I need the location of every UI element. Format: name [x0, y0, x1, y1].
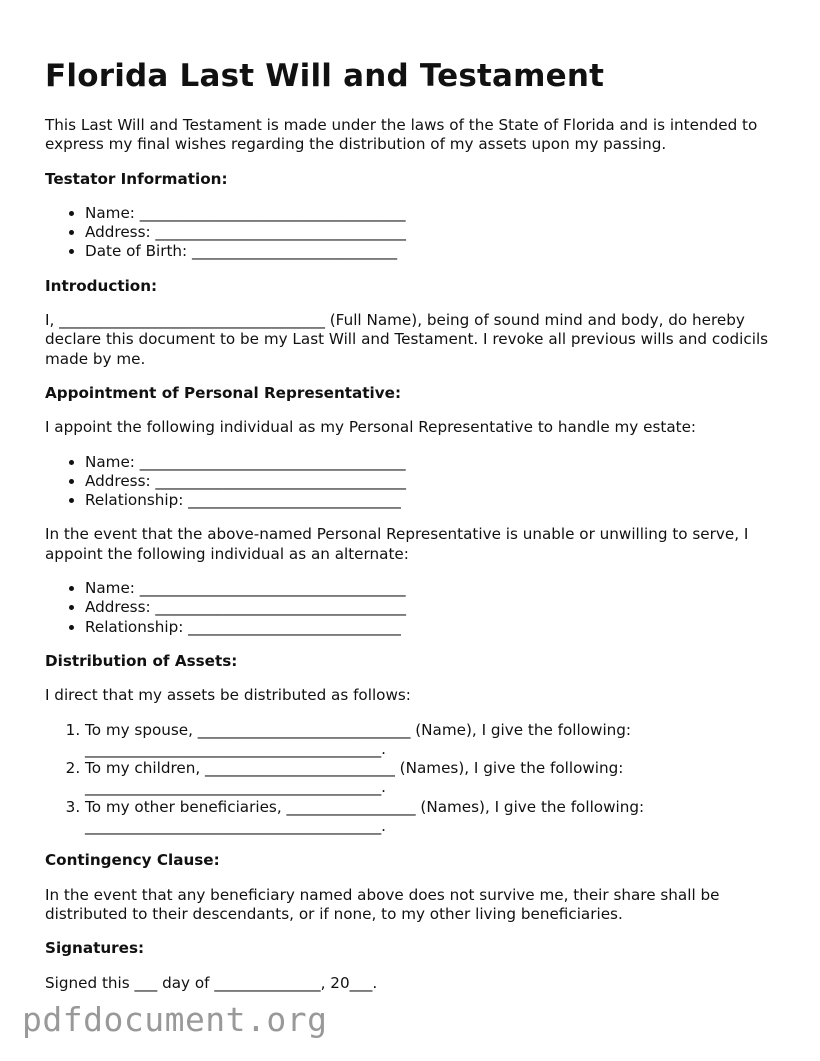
distribution-spouse: 1. To my spouse, ____________________________ (Name), I give the following: _______________________________________.: [85, 721, 785, 760]
personal-rep-list: [45, 453, 785, 511]
watermark: pdfdocument.org: [22, 1000, 328, 1039]
testator-name-field: • Name: ___________________________________: [85, 204, 785, 223]
distribution-children: 2. To my children, _________________________ (Names), I give the following: _______________________________________.: [85, 759, 785, 798]
distribution-list: [45, 721, 785, 837]
introduction-heading: Introduction:: [45, 276, 158, 295]
testator-list: [45, 204, 785, 262]
testator-address-field: • Address: _________________________________: [85, 223, 785, 242]
document-title: Florida Last Will and Testament: [45, 58, 605, 94]
contingency-text: In the event that any beneficiary named above does not survive me, their share shall be distributed to their descendants, or if none, to my other living beneficiaries.: [45, 885, 720, 923]
personal-rep-text: I appoint the following individual as my Personal Representative to handle my estate:: [45, 418, 697, 437]
rep-name-field: • Name: ___________________________________: [85, 453, 785, 472]
signatures-text: Signed this ___ day of ______________, 20___.: [45, 973, 378, 992]
testator-heading: Testator Information:: [45, 169, 228, 188]
introduction-text: I, ___________________________________ (Full Name), being of sound mind and body, do hereby declare this document to be my Last Will and Testament. I revoke all previous wills and codicils made by me.: [45, 311, 769, 368]
rep-relationship-field: • Relationship: ____________________________: [85, 491, 785, 510]
will-document: [45, 56, 785, 1008]
contingency-heading: Contingency Clause:: [45, 851, 220, 870]
distribution-others: 3. To my other beneficiaries, _________________ (Names), I give the following: _______________________________________.: [85, 798, 785, 837]
signatures-heading: Signatures:: [45, 939, 145, 958]
alternate-rep-list: [45, 579, 785, 637]
personal-rep-heading: Appointment of Personal Representative:: [45, 383, 402, 402]
alt-relationship-field: • Relationship: ____________________________: [85, 618, 785, 637]
alt-name-field: • Name: ___________________________________: [85, 579, 785, 598]
alt-address-field: • Address: _________________________________: [85, 598, 785, 617]
alternate-rep-text: In the event that the above-named Personal Representative is unable or unwilling to serve, I appoint the following individual as an alternate:: [45, 525, 749, 563]
rep-address-field: • Address: _________________________________: [85, 472, 785, 491]
testator-dob-field: • Date of Birth: ___________________________: [85, 242, 785, 261]
distribution-text: I direct that my assets be distributed as follows:: [45, 686, 411, 705]
intro-paragraph: This Last Will and Testament is made under the laws of the State of Florida and is intended to express my final wishes regarding the distribution of my assets upon my passing.: [45, 116, 758, 154]
distribution-heading: Distribution of Assets:: [45, 651, 238, 670]
